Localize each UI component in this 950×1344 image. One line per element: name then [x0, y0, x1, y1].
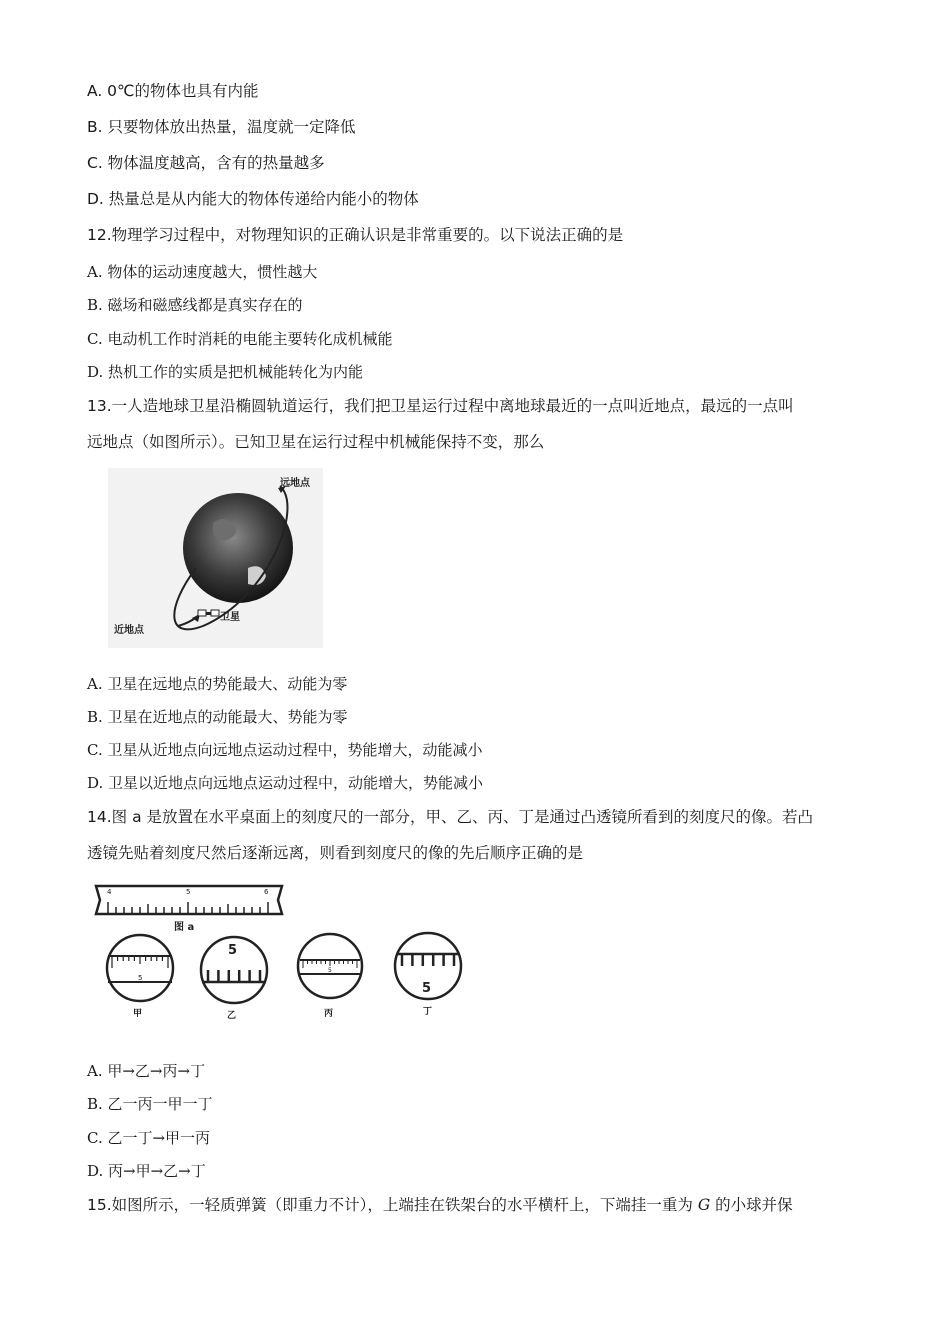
q15-stem — [87, 1195, 793, 1215]
ruler-number-5: 5 — [186, 888, 191, 896]
ruler-figure — [90, 878, 290, 933]
q14-option-c: C. 乙一丁→甲一丙 — [87, 1129, 211, 1147]
q15-stem-before: 15.如图所示，一轻质弹簧（即重力不计），上端挂在铁架台的水平横杆上，下端挂一重为 — [87, 1196, 698, 1214]
q12-stem: 12.物理学习过程中，对物理知识的正确认识是非常重要的。以下说法正确的是 — [87, 226, 624, 244]
lens-label-yi: 乙 — [227, 1011, 237, 1020]
lens-view-yi — [201, 937, 267, 1020]
lens-yi-digit: 5 — [228, 943, 238, 958]
lens-ding-digit: 5 — [422, 981, 432, 996]
q15-stem-after: 的小球并保 — [710, 1196, 793, 1214]
q11-option-c: C. 物体温度越高，含有的热量越多 — [87, 154, 325, 172]
ruler-number-6: 6 — [264, 888, 269, 896]
satellite-label: 卫星 — [220, 612, 240, 623]
lens-view-bing — [298, 934, 362, 1019]
q13-option-b: B. 卫星在近地点的动能最大、势能为零 — [87, 708, 348, 726]
lens-label-bing: 丙 — [324, 1009, 334, 1019]
q12-option-c: C. 电动机工作时消耗的电能主要转化成机械能 — [87, 330, 393, 348]
satellite-orbit-figure — [108, 468, 323, 648]
lens-view-ding — [395, 933, 461, 1017]
near-point-label: 近地点 — [114, 625, 144, 636]
q13-stem-line2: 远地点（如图所示）。已知卫星在运行过程中机械能保持不变，那么 — [87, 433, 545, 451]
lens-views-figure — [100, 930, 470, 1020]
q12-option-d: D. 热机工作的实质是把机械能转化为内能 — [87, 363, 364, 381]
ruler-caption: 图 a — [174, 922, 195, 933]
q13-stem-line1: 13.一人造地球卫星沿椭圆轨道运行，我们把卫星运行过程中离地球最近的一点叫近地点，最远的一点叫 — [87, 397, 794, 415]
q14-option-a: A. 甲→乙→丙→丁 — [87, 1062, 206, 1080]
q14-stem-line2: 透镜先贴着刻度尺然后逐渐远离，则看到刻度尺的像的先后顺序正确的是 — [87, 844, 584, 862]
q13-option-a: A. 卫星在远地点的势能最大、动能为零 — [87, 675, 348, 693]
q15-variable-g: G — [697, 1196, 711, 1214]
lens-view-jia — [107, 935, 173, 1019]
q12-option-a: A. 物体的运动速度越大，惯性越大 — [87, 263, 318, 281]
q13-option-c: C. 卫星从近地点向远地点运动过程中，势能增大，动能减小 — [87, 741, 483, 759]
lens-jia-digit: 5 — [138, 974, 143, 982]
q14-stem-line1: 14.图 a 是放置在水平桌面上的刻度尺的一部分，甲、乙、丙、丁是通过凸透镜所看到的刻度尺的像。若凸 — [87, 808, 814, 826]
q11-option-a: A. 0℃的物体也具有内能 — [87, 82, 259, 100]
q13-option-d: D. 卫星以近地点向远地点运动过程中，动能增大，势能减小 — [87, 774, 484, 792]
lens-label-jia: 甲 — [133, 1009, 143, 1019]
q12-option-b: B. 磁场和磁感线都是真实存在的 — [87, 296, 303, 314]
lens-label-ding: 丁 — [423, 1007, 433, 1017]
q11-option-d: D. 热量总是从内能大的物体传递给内能小的物体 — [87, 190, 419, 208]
lens-bing-digit: 5 — [328, 967, 332, 974]
q14-option-d: D. 丙→甲→乙→丁 — [87, 1162, 206, 1180]
q14-option-b: B. 乙一丙一甲一丁 — [87, 1095, 213, 1113]
far-point-label: 远地点 — [280, 478, 310, 489]
ruler-number-4: 4 — [107, 888, 112, 896]
q11-option-b: B. 只要物体放出热量，温度就一定降低 — [87, 118, 356, 136]
